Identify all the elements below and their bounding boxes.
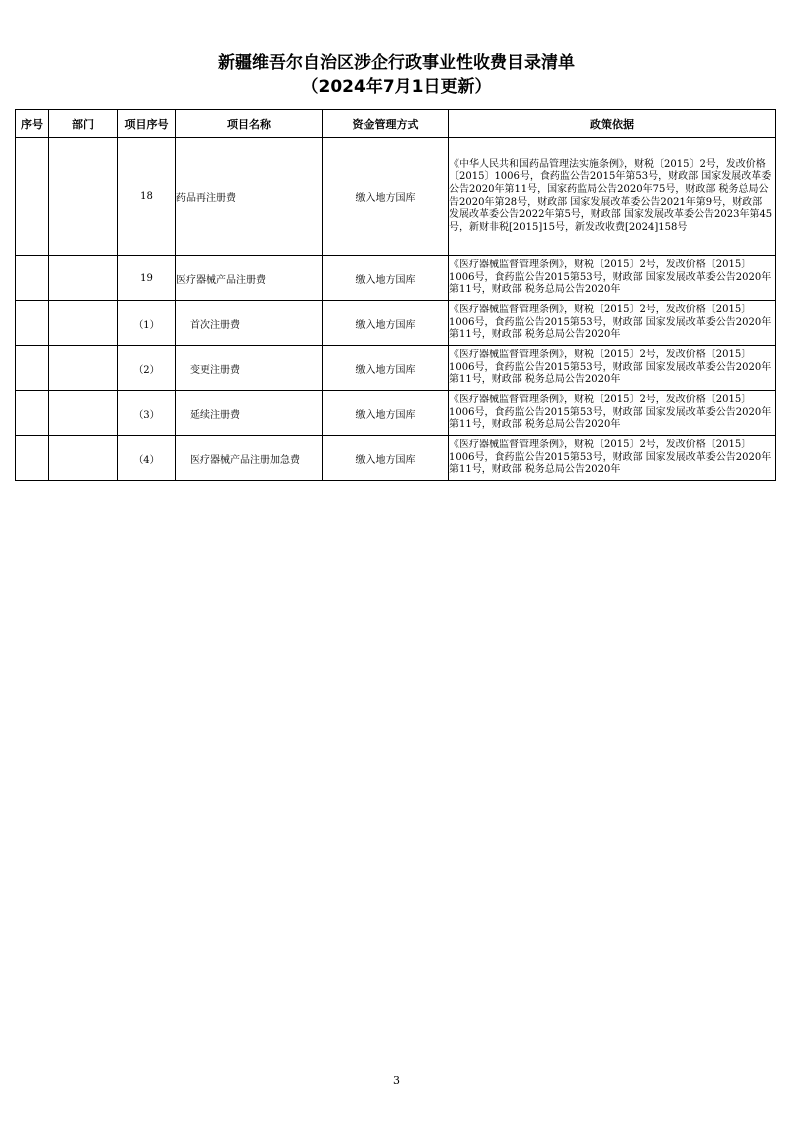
cell-policy-basis xyxy=(449,346,776,391)
table-row xyxy=(16,301,776,346)
cell-dept xyxy=(49,391,118,436)
cell-item-no: 18 xyxy=(118,138,176,256)
document-subtitle-date: （2024年7月1日更新） xyxy=(301,77,492,97)
table-row xyxy=(16,138,776,256)
document-title: 新疆维吾尔自治区涉企行政事业性收费目录清单 xyxy=(218,53,575,73)
cell-dept xyxy=(49,256,118,301)
cell-seq xyxy=(16,256,49,301)
cell-fund-management: 缴入地方国库 xyxy=(323,138,449,256)
table-row xyxy=(16,436,776,481)
cell-fund-management: 缴入地方国库 xyxy=(323,346,449,391)
cell-dept xyxy=(49,436,118,481)
policy-basis-text: 《医疗器械监督管理条例》，财税〔2015〕2号，发改价格〔2015〕1006号，食药监公告2015第53号，财政部 国家发展改革委公告2020年第11号，财政部 税务总局公告2020年 xyxy=(449,259,772,296)
cell-item-no: （3） xyxy=(118,391,176,436)
cell-item-name: 药品再注册费 xyxy=(176,138,323,256)
table-row xyxy=(16,346,776,391)
cell-policy-basis xyxy=(449,256,776,301)
policy-basis-text: 《医疗器械监督管理条例》，财税〔2015〕2号，发改价格〔2015〕1006号，食药监公告2015第53号，财政部 国家发展改革委公告2020年第11号，财政部 税务总局公告2020年 xyxy=(449,394,772,431)
policy-basis-text: 《医疗器械监督管理条例》，财税〔2015〕2号，发改价格〔2015〕1006号，食药监公告2015第53号，财政部 国家发展改革委公告2020年第11号，财政部 税务总局公告2020年 xyxy=(449,304,772,341)
header-fund-management: 资金管理方式 xyxy=(323,110,449,138)
cell-dept xyxy=(49,138,118,256)
page-number: 3 xyxy=(393,1074,400,1087)
cell-policy-basis xyxy=(449,436,776,481)
fee-catalog-table xyxy=(15,109,776,481)
table-row xyxy=(16,256,776,301)
header-item-name: 项目名称 xyxy=(176,110,323,138)
cell-policy-basis xyxy=(449,301,776,346)
cell-fund-management: 缴入地方国库 xyxy=(323,301,449,346)
policy-basis-text: 《医疗器械监督管理条例》，财税〔2015〕2号，发改价格〔2015〕1006号，食药监公告2015第53号，财政部 国家发展改革委公告2020年第11号，财政部 税务总局公告2020年 xyxy=(449,349,772,386)
header-policy-basis: 政策依据 xyxy=(449,110,776,138)
policy-basis-text: 《医疗器械监督管理条例》，财税〔2015〕2号，发改价格〔2015〕1006号，食药监公告2015第53号，财政部 国家发展改革委公告2020年第11号，财政部 税务总局公告2020年 xyxy=(449,439,772,476)
cell-item-name: 变更注册费 xyxy=(176,346,323,391)
cell-fund-management: 缴入地方国库 xyxy=(323,436,449,481)
cell-item-no: （2） xyxy=(118,346,176,391)
cell-seq xyxy=(16,138,49,256)
cell-item-no: （1） xyxy=(118,301,176,346)
table-row xyxy=(16,391,776,436)
cell-seq xyxy=(16,391,49,436)
cell-dept xyxy=(49,301,118,346)
cell-item-no: （4） xyxy=(118,436,176,481)
cell-seq xyxy=(16,346,49,391)
cell-policy-basis xyxy=(449,391,776,436)
table-header-row xyxy=(16,110,776,138)
cell-item-no: 19 xyxy=(118,256,176,301)
cell-fund-management: 缴入地方国库 xyxy=(323,391,449,436)
cell-item-name: 医疗器械产品注册加急费 xyxy=(176,436,323,481)
cell-seq xyxy=(16,436,49,481)
header-dept: 部门 xyxy=(49,110,118,138)
cell-dept xyxy=(49,346,118,391)
cell-item-name: 首次注册费 xyxy=(176,301,323,346)
cell-item-name: 医疗器械产品注册费 xyxy=(176,256,323,301)
cell-item-name: 延续注册费 xyxy=(176,391,323,436)
cell-seq xyxy=(16,301,49,346)
cell-policy-basis: 《中华人民共和国药品管理法实施条例》，财税〔2015〕2号，发改价格〔2015〕1006号，食药监公告2015年第53号，财政部 国家发展改革委公告2020年第11号，国家药监局公告2020年75号，财政部 税务总局公告2020年第28号，财政部 国家发展改革委公告2021年第9号，财政部 发展改革委公告2022年第5号，财政部 国家发展改革委公告2023年第45号，新财非税[2015]15号，新发改收费[2024]158号 xyxy=(449,138,776,256)
header-seq: 序号 xyxy=(16,110,49,138)
cell-fund-management: 缴入地方国库 xyxy=(323,256,449,301)
header-item-no: 项目序号 xyxy=(118,110,176,138)
